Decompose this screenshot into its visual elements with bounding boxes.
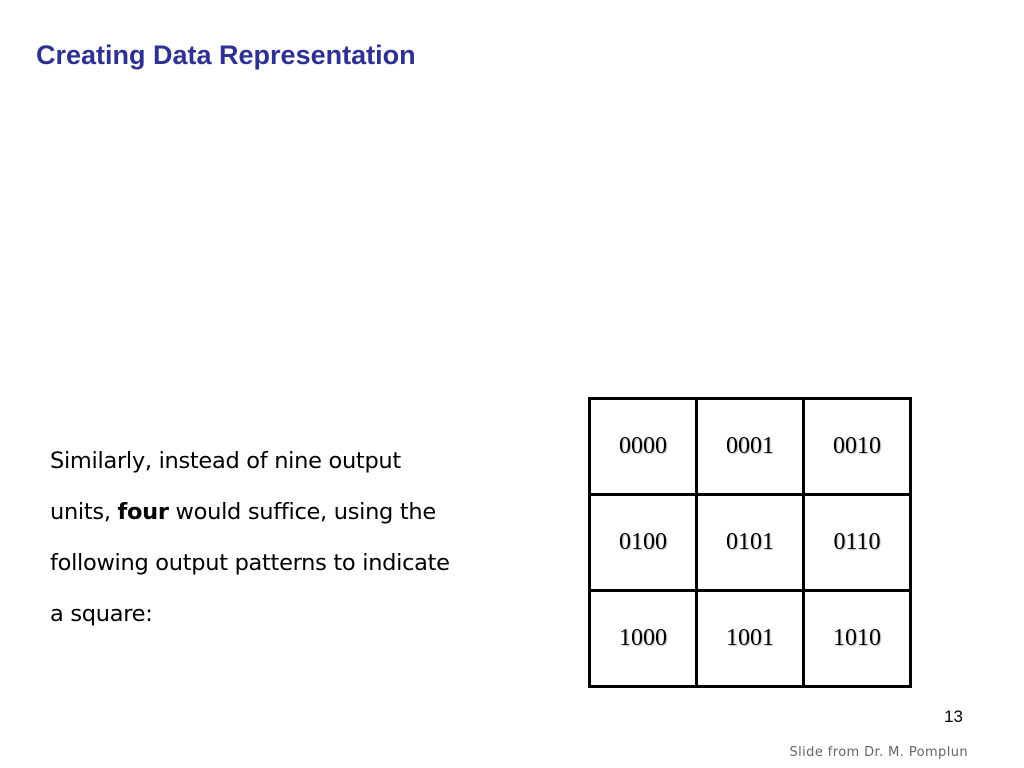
grid-row — [590, 399, 911, 495]
body-line-4: a square: — [50, 601, 153, 627]
grid-cell: 0110 — [804, 495, 911, 591]
slide-credit: Slide from Dr. M. Pomplun — [789, 745, 968, 760]
grid-row — [590, 591, 911, 687]
grid-cell: 1000 — [590, 591, 697, 687]
body-line-2 — [50, 487, 520, 538]
grid-cell: 0000 — [590, 399, 697, 495]
emphasis-four: four — [117, 499, 169, 525]
slide-title: Creating Data Representation — [36, 40, 416, 70]
body-line-2-start: units, — [50, 499, 118, 525]
body-line-3: following output patterns to indicate — [50, 550, 450, 576]
output-pattern-grid — [588, 397, 912, 688]
grid-cell: 0100 — [590, 495, 697, 591]
grid-cell: 0101 — [697, 495, 804, 591]
body-line-1: Similarly, instead of nine output — [50, 448, 401, 474]
page-number: 13 — [944, 707, 963, 726]
grid-cell: 0001 — [697, 399, 804, 495]
grid-row — [590, 495, 911, 591]
grid-cell: 0010 — [804, 399, 911, 495]
body-text — [50, 436, 520, 640]
body-line-2-end: would suffice, using the — [168, 499, 436, 525]
grid-cell: 1001 — [697, 591, 804, 687]
grid-cell: 1010 — [804, 591, 911, 687]
